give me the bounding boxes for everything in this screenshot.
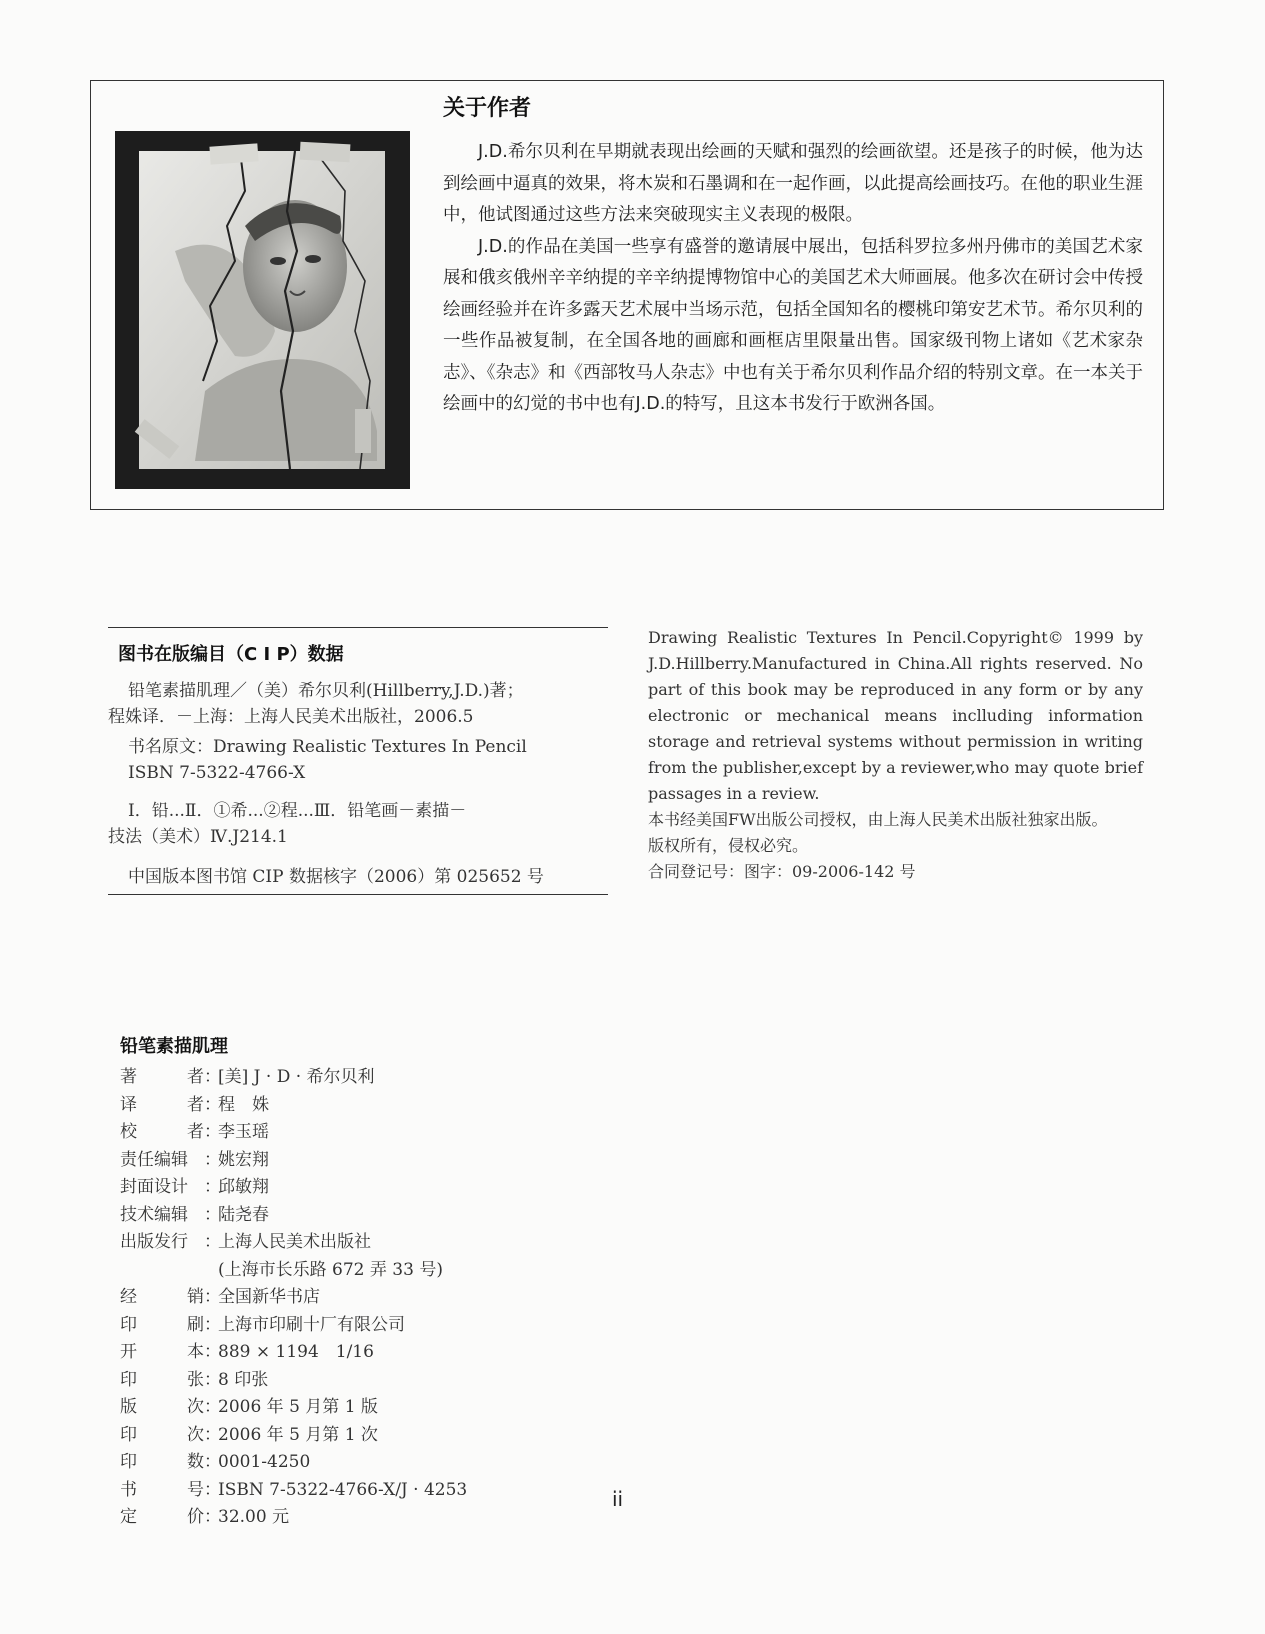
- credit-label: [120, 1312, 204, 1340]
- cip-line: 书名原文：Drawing Realistic Textures In Pencil: [128, 737, 527, 757]
- credit-row: [120, 1394, 640, 1422]
- credit-colon: ：: [204, 1177, 221, 1197]
- credit-colon: ：: [204, 1067, 221, 1087]
- credit-colon: ：: [204, 1287, 221, 1307]
- credit-value: 邱敏翔: [218, 1177, 269, 1197]
- credit-value: 0001-4250: [218, 1452, 311, 1472]
- copyright-chinese-line: 版权所有，侵权必究。: [648, 836, 809, 855]
- credit-label: [120, 1504, 204, 1532]
- credit-value: 李玉瑶: [218, 1122, 269, 1142]
- credit-colon: ：: [204, 1452, 221, 1472]
- credit-label: [120, 1367, 204, 1395]
- cip-title: 图书在版编目（C I P）数据: [118, 644, 344, 665]
- credit-value: 889 × 1194 1/16: [218, 1342, 374, 1362]
- credit-label-char: 本: [187, 1342, 204, 1362]
- credit-value: [美] J · D · 希尔贝利: [218, 1067, 375, 1087]
- page-number: ii: [612, 1487, 624, 1511]
- cip-line: 中国版本图书馆 CIP 数据核字（2006）第 025652 号: [128, 867, 544, 887]
- copyright-chinese-line: 本书经美国FW出版公司授权，由上海人民美术出版社独家出版。: [648, 810, 1108, 829]
- credits-title: 铅笔素描肌理: [120, 1036, 228, 1057]
- credit-label: [120, 1284, 204, 1312]
- credit-value: 程 姝: [218, 1094, 269, 1115]
- credit-label: [120, 1477, 204, 1505]
- about-author-text: [443, 137, 1143, 421]
- credit-row: [120, 1229, 640, 1257]
- credit-label-char: 译: [120, 1094, 137, 1115]
- credit-rows: [120, 1064, 640, 1532]
- credit-row: [120, 1339, 640, 1367]
- credit-label-char: 开: [120, 1342, 137, 1362]
- author-portrait-image: [115, 131, 410, 489]
- book-credits: [120, 1032, 640, 1532]
- credit-colon: ：: [204, 1204, 221, 1225]
- copyright-block: [648, 625, 1143, 885]
- credit-label-char: 张: [187, 1369, 204, 1390]
- credit-label-char: 印: [120, 1369, 137, 1390]
- credit-label-text: 责任编辑: [120, 1149, 188, 1170]
- credit-label-char: 销: [187, 1287, 204, 1307]
- credit-value: 2006 年 5 月第 1 版: [218, 1397, 378, 1417]
- credit-row: [120, 1504, 640, 1532]
- credit-label-char: 次: [187, 1424, 204, 1445]
- credit-value: 陆尧春: [218, 1204, 269, 1225]
- cip-line: 技法（美术）Ⅳ.J214.1: [108, 827, 288, 847]
- credit-value: 全国新华书店: [218, 1287, 320, 1307]
- credit-label-text: 技术编辑: [120, 1204, 188, 1225]
- credit-colon: ：: [204, 1094, 221, 1115]
- credit-label-char: 书: [120, 1479, 137, 1500]
- cip-line: 程姝译．－上海：上海人民美术出版社，2006.5: [108, 707, 474, 727]
- credit-label-char: 定: [120, 1507, 137, 1527]
- credit-label: [120, 1147, 204, 1175]
- credit-row: [120, 1422, 640, 1450]
- cip-line: ISBN 7-5322-4766-X: [128, 763, 306, 783]
- cip-line: Ⅰ．铅...Ⅱ．①希...②程...Ⅲ．铅笔画－素描－: [128, 801, 467, 821]
- about-paragraph-1: J.D.希尔贝利在早期就表现出绘画的天赋和强烈的绘画欲望。还是孩子的时候，他为达到绘画中逼真的效果，将木炭和石墨调和在一起作画，以此提高绘画技巧。在他的职业生涯中，他试图通过这些方法来突破现实主义表现的极限。: [443, 142, 1143, 225]
- cip-data-block: [108, 627, 608, 895]
- credit-label-char: 数: [187, 1452, 204, 1472]
- credit-label-char: 版: [120, 1397, 137, 1417]
- credit-label-char: 印: [120, 1424, 137, 1445]
- credit-value: 8 印张: [218, 1369, 269, 1390]
- credit-value: 上海人民美术出版社: [218, 1232, 371, 1252]
- credit-label: [120, 1202, 204, 1230]
- credit-colon: ：: [204, 1232, 221, 1252]
- credit-row: [120, 1064, 640, 1092]
- credit-colon: ：: [204, 1397, 221, 1417]
- credit-colon: ：: [204, 1342, 221, 1362]
- credit-label-char: 印: [120, 1314, 137, 1335]
- about-paragraph-2: J.D.的作品在美国一些享有盛誉的邀请展中展出，包括科罗拉多州丹佛市的美国艺术家展和俄亥俄州辛辛纳提的辛辛纳提博物馆中心的美国艺术大师画展。他多次在研讨会中传授绘画经验并在许多露天艺术展中当场示范，包括全国知名的樱桃印第安艺术节。希尔贝利的一些作品被复制，在全国各地的画廊和画框店里限量出售。国家级刊物上诸如《艺术家杂志》、《杂志》和《西部牧马人杂志》中也有关于希尔贝利作品介绍的特别文章。在一本关于绘画中的幻觉的书中也有J.D.的特写，且这本书发行于欧洲各国。: [443, 236, 1143, 414]
- credit-colon: ：: [204, 1424, 221, 1445]
- credit-label-char: 刷: [187, 1314, 204, 1335]
- credit-label-text: 出版发行: [120, 1232, 188, 1252]
- credit-label-char: 经: [120, 1287, 137, 1307]
- credit-row: [120, 1174, 640, 1202]
- credit-value: 姚宏翔: [218, 1149, 269, 1170]
- credit-value: ISBN 7-5322-4766-X/J · 4253: [218, 1479, 468, 1500]
- credit-label: [120, 1394, 204, 1422]
- about-author-title: 关于作者: [443, 96, 532, 121]
- credit-colon: ：: [204, 1149, 221, 1170]
- credit-colon: [204, 1257, 218, 1285]
- credit-label-char: 印: [120, 1452, 137, 1472]
- credit-value: 32.00 元: [218, 1507, 290, 1527]
- credit-row: [120, 1477, 640, 1505]
- copyright-chinese-line: 合同登记号：图字：09-2006-142 号: [648, 862, 916, 881]
- credit-label: [120, 1422, 204, 1450]
- credit-row: [120, 1202, 640, 1230]
- credit-label: [120, 1229, 204, 1257]
- about-author-box: [90, 80, 1164, 510]
- credit-row: [120, 1284, 640, 1312]
- credit-label-text: 封面设计: [120, 1177, 188, 1197]
- credit-label-char: 号: [187, 1479, 204, 1500]
- credit-label-char: 者: [187, 1122, 204, 1142]
- credit-label: [120, 1064, 204, 1092]
- credit-label-char: 者: [187, 1094, 204, 1115]
- credit-label: [120, 1174, 204, 1202]
- credit-label-char: 著: [120, 1067, 137, 1087]
- credit-value: 2006 年 5 月第 1 次: [218, 1424, 378, 1445]
- credit-label: [120, 1119, 204, 1147]
- credit-label-char: 者: [187, 1067, 204, 1087]
- credit-label: [120, 1257, 204, 1285]
- credit-value: (上海市长乐路 672 弄 33 号): [218, 1259, 443, 1280]
- credit-row: [120, 1449, 640, 1477]
- credit-row: [120, 1312, 640, 1340]
- credit-colon: ：: [204, 1479, 221, 1500]
- credit-label-char: 校: [120, 1122, 137, 1142]
- credit-value: 上海市印刷十厂有限公司: [218, 1314, 405, 1335]
- credit-row: [120, 1257, 640, 1285]
- credit-colon: ：: [204, 1507, 221, 1527]
- credit-colon: ：: [204, 1122, 221, 1142]
- credit-label: [120, 1449, 204, 1477]
- cip-line: 铅笔素描肌理／（美）希尔贝利(Hillberry,J.D.)著；: [128, 681, 524, 701]
- credit-label-char: 价: [187, 1507, 204, 1527]
- credit-row: [120, 1367, 640, 1395]
- credit-row: [120, 1147, 640, 1175]
- credit-label: [120, 1092, 204, 1120]
- credit-row: [120, 1119, 640, 1147]
- credit-label: [120, 1339, 204, 1367]
- credit-colon: ：: [204, 1369, 221, 1390]
- credit-row: [120, 1092, 640, 1120]
- copyright-english: Drawing Realistic Textures In Pencil.Copyright© 1999 by J.D.Hillberry.Manufactured in China.All rights reserved. No part of this book may be reproduced in any form or by any electronic or mechanical means inclluding information storage and retrieval systems without permission in writing from the publisher,except by a reviewer,who may quote brief passages in a review.: [648, 628, 1143, 803]
- credit-label-char: 次: [187, 1397, 204, 1417]
- credit-colon: ：: [204, 1314, 221, 1335]
